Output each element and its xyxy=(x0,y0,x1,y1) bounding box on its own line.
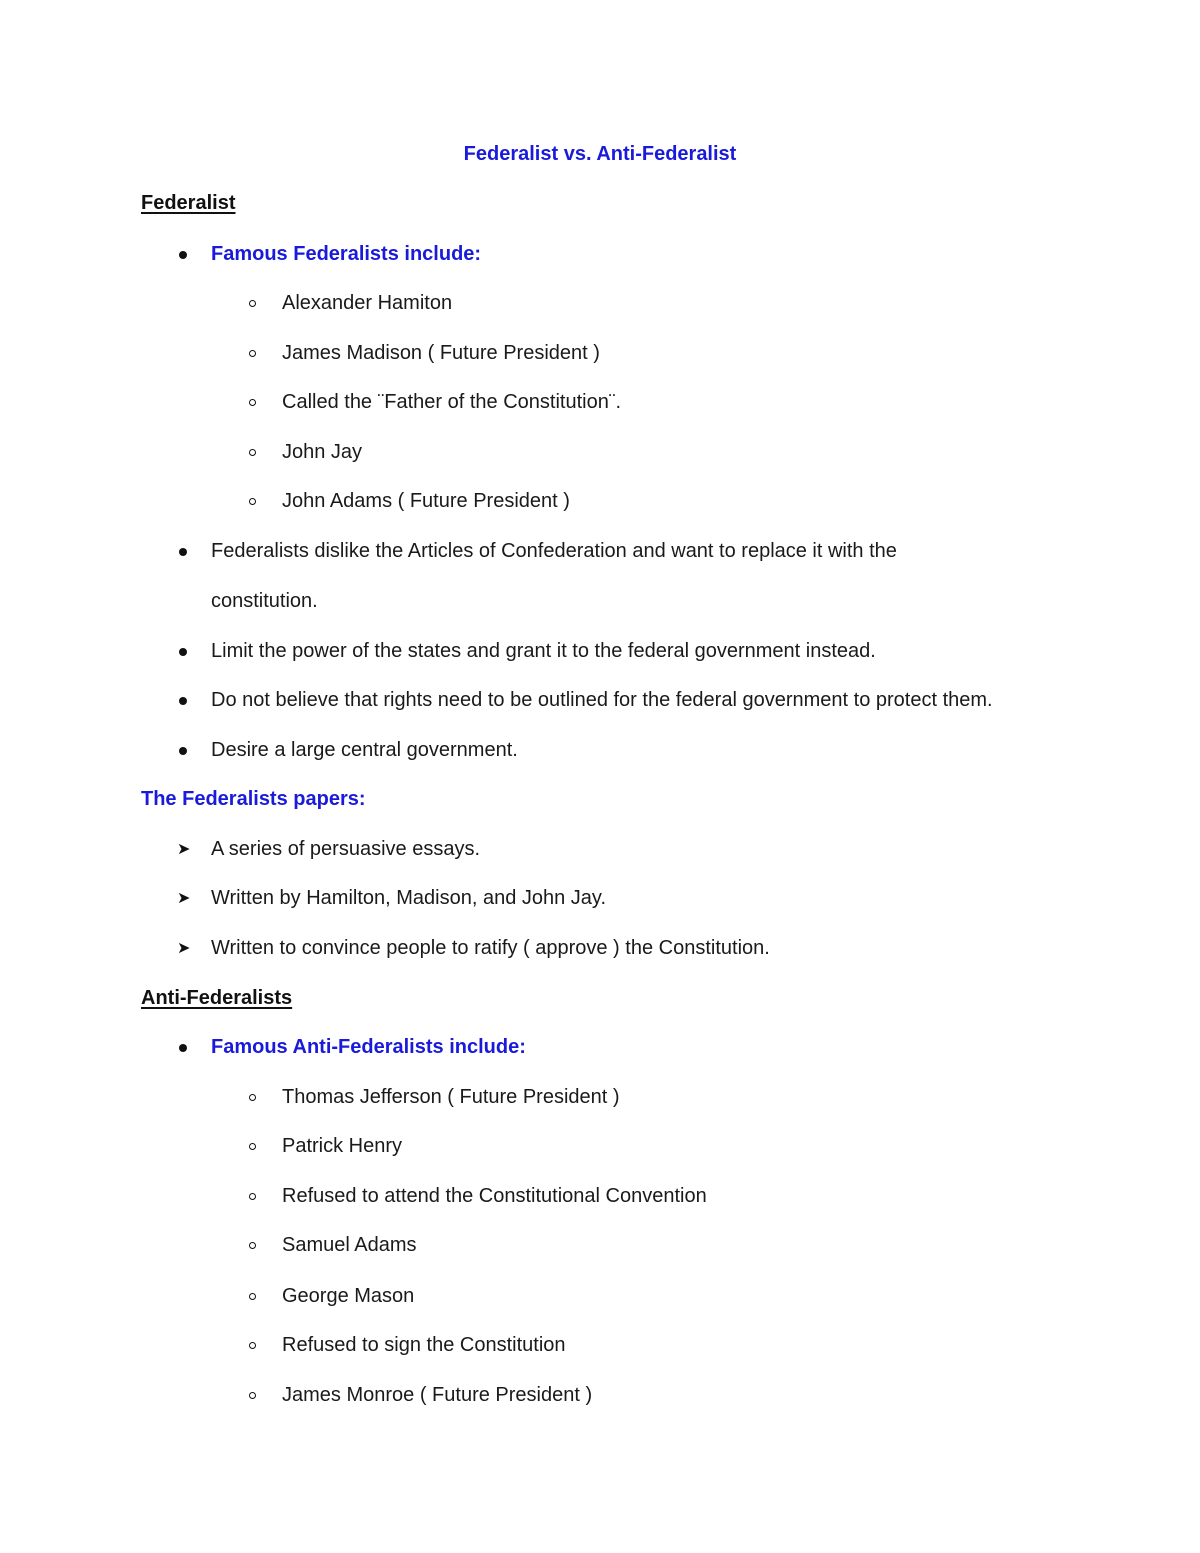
federalist-name: John Adams ( Future President ) xyxy=(282,490,570,512)
papers-item: Written to convince people to ratify ( approve ) the Constitution. xyxy=(211,937,770,959)
anti-federalist-name: George Mason xyxy=(282,1285,415,1307)
papers-item: A series of persuasive essays. xyxy=(211,838,481,860)
bullet-icon xyxy=(179,251,187,259)
federalist-point-2: Limit the power of the states and grant it to the federal government instead. xyxy=(211,640,876,662)
circle-bullet-icon xyxy=(249,1193,256,1200)
bullet-icon xyxy=(179,1044,187,1052)
circle-bullet-icon xyxy=(249,399,256,406)
famous-federalists-label: Famous Federalists include: xyxy=(211,243,482,265)
anti-federalist-note: Refused to sign the Constitution xyxy=(282,1334,566,1356)
federalist-note: Called the ¨Father of the Constitution¨. xyxy=(282,391,622,413)
document-title: Federalist vs. Anti-Federalist xyxy=(463,143,737,165)
circle-bullet-icon xyxy=(249,1094,256,1101)
circle-bullet-icon xyxy=(249,1293,256,1300)
federalist-point-4: Desire a large central government. xyxy=(211,739,518,761)
circle-bullet-icon xyxy=(249,449,256,456)
bullet-icon xyxy=(179,747,187,755)
famous-anti-federalists-label: Famous Anti-Federalists include: xyxy=(211,1036,526,1058)
arrowhead-icon: ➤ xyxy=(177,938,191,957)
arrowhead-icon: ➤ xyxy=(177,888,191,907)
federalist-point-3: Do not believe that rights need to be outlined for the federal government to protect them. xyxy=(211,689,993,711)
anti-federalists-heading: Anti-Federalists xyxy=(141,987,293,1009)
bullet-icon xyxy=(179,648,187,656)
anti-federalist-note: Refused to attend the Constitutional Convention xyxy=(282,1185,707,1207)
anti-federalist-name: James Monroe ( Future President ) xyxy=(282,1384,593,1406)
anti-federalist-name: Samuel Adams xyxy=(282,1234,417,1256)
circle-bullet-icon xyxy=(249,1342,256,1349)
federalist-name: John Jay xyxy=(282,441,363,463)
federalist-heading: Federalist xyxy=(141,192,236,214)
federalist-point-1-line-1: Federalists dislike the Articles of Confederation and want to replace it with the xyxy=(211,540,897,562)
bullet-icon xyxy=(179,548,187,556)
bullet-icon xyxy=(179,697,187,705)
circle-bullet-icon xyxy=(249,498,256,505)
papers-item: Written by Hamilton, Madison, and John Jay. xyxy=(211,887,606,909)
federalist-papers-heading: The Federalists papers: xyxy=(141,788,366,810)
arrowhead-icon: ➤ xyxy=(177,839,191,858)
circle-bullet-icon xyxy=(249,1242,256,1249)
anti-federalist-name: Patrick Henry xyxy=(282,1135,403,1157)
federalist-name: Alexander Hamiton xyxy=(282,292,453,314)
federalist-name: James Madison ( Future President ) xyxy=(282,342,600,364)
circle-bullet-icon xyxy=(249,350,256,357)
anti-federalist-name: Thomas Jefferson ( Future President ) xyxy=(282,1086,620,1108)
circle-bullet-icon xyxy=(249,1392,256,1399)
federalist-point-1-line-2: constitution. xyxy=(211,590,318,612)
circle-bullet-icon xyxy=(249,1143,256,1150)
circle-bullet-icon xyxy=(249,300,256,307)
